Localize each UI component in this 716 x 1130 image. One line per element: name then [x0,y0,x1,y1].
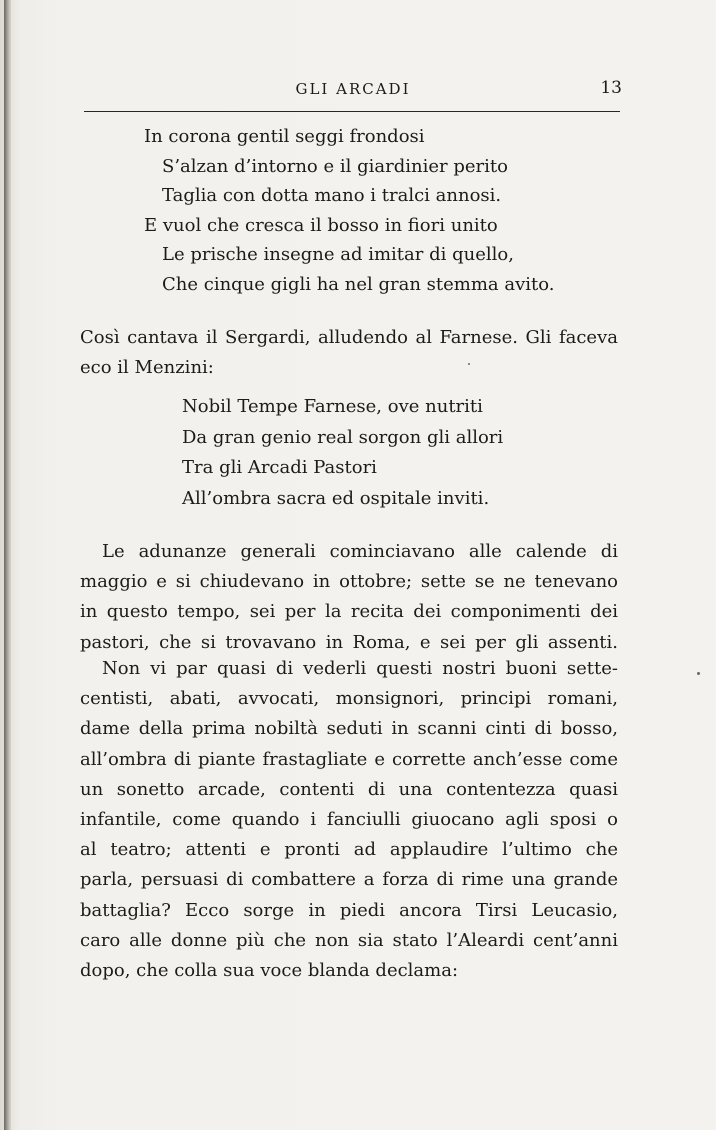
text-line: battaglia? Ecco sorge in piedi ancora Tirsi Leucasio, [80,899,618,921]
paper-speck [468,363,470,365]
text-line: parla, persuasi di combattere a forza di rime una grande [80,869,618,891]
verse-line: In corona gentil seggi frondosi [144,126,425,147]
paper-speck [697,672,700,675]
text-line: dopo, che colla sua voce blanda declama: [80,959,459,981]
text-line: maggio e si chiudevano in ottobre; sette se ne tenevano [80,571,618,593]
running-title: GLI ARCADI [295,80,411,98]
text-line: Così cantava il Sergardi, alludendo al Farnese. Gli faceva [80,327,618,348]
page-number: 13 [600,78,622,98]
text-line: centisti, abati, avvocati, monsignori, principi romani, [80,688,618,710]
text-line: in questo tempo, sei per la recita dei componimenti dei [80,601,618,623]
text-line: all’ombra di piante frastagliate e corrette anch’esse come [80,748,618,770]
verse-line: Tra gli Arcadi Pastori [182,457,377,478]
verse-line: Nobil Tempe Farnese, ove nutriti [182,396,483,417]
text-line: Non vi par quasi di vederli questi nostri buoni sette- [102,658,618,679]
header-rule [84,111,620,112]
text-line: eco il Menzini: [80,356,214,378]
book-spine-edge [4,0,11,1130]
paragraph-settecentisti [80,654,618,986]
verse-line: All’ombra sacra ed ospitale inviti. [182,487,490,509]
poem-menzini [182,392,503,514]
text-line: un sonetto arcade, contenti di una contentezza quasi [80,778,618,800]
verse-line: E vuol che cresca il bosso in fiori unito [144,214,498,236]
verse-line: Da gran genio real sorgon gli allori [182,426,504,448]
poem-sergardi [144,122,554,299]
text-line: dame della prima nobiltà seduti in scanni cinti di bosso, [80,718,618,740]
text-line: Le adunanze generali cominciavano alle calende di [102,541,618,562]
paragraph-sergardi [80,323,618,382]
paragraph-adunanze [80,537,618,658]
running-head [84,78,622,102]
text-line: al teatro; attenti e pronti ad applaudire l’ultimo che [80,839,618,861]
verse-line: S’alzan d’intorno e il giardinier perito [162,155,508,177]
verse-line: Le prische insegne ad imitar di quello, [162,244,514,265]
verse-line: Che cinque gigli ha nel gran stemma avito. [162,273,555,295]
text-line: infantile, come quando i fanciulli giuocano agli sposi o [80,808,618,830]
text-line: pastori, che si trovavano in Roma, e sei per gli assenti. [80,631,618,653]
verse-line: Taglia con dotta mano i tralci annosi. [162,185,502,206]
text-line: caro alle donne più che non sia stato l’Aleardi cent’anni [80,929,618,951]
